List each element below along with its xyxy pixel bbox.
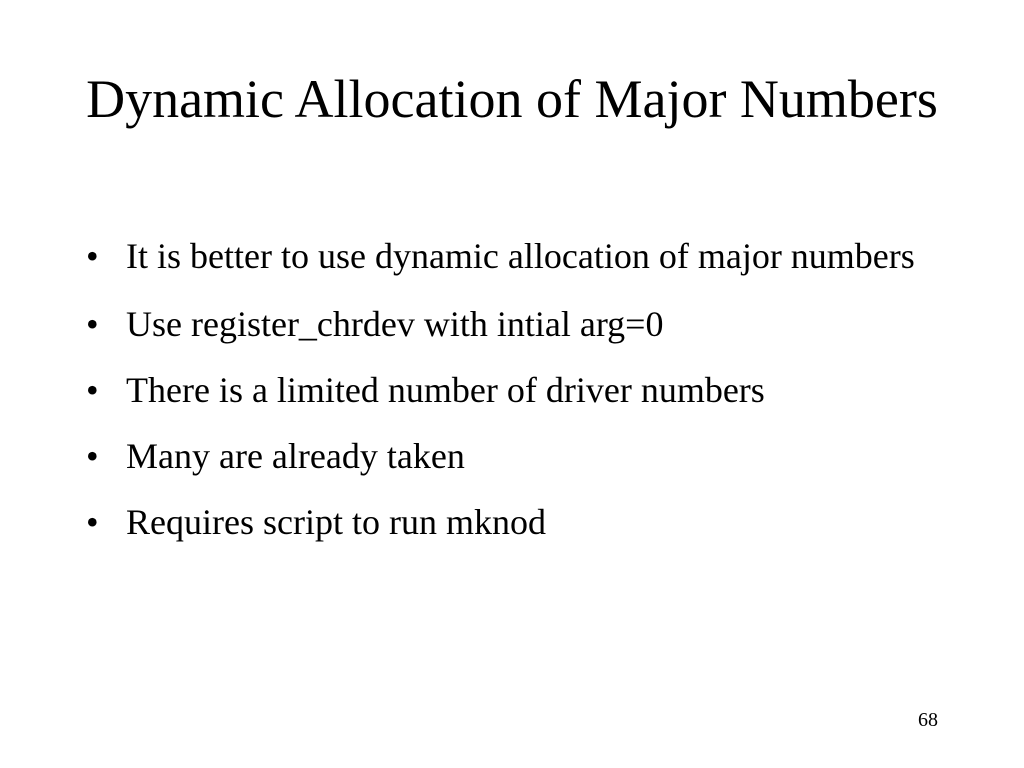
bullet-icon: • — [86, 502, 99, 542]
bullet-icon: • — [86, 236, 99, 276]
list-item — [86, 434, 966, 478]
list-item — [86, 302, 966, 346]
list-item — [86, 368, 966, 412]
bullet-list — [86, 234, 966, 566]
bullet-icon: • — [86, 304, 99, 344]
bullet-text: It is better to use dynamic allocation of major numbers — [126, 236, 915, 276]
bullet-text: Use register_chrdev with intial arg=0 — [126, 304, 664, 344]
bullet-text: Many are already taken — [126, 436, 465, 476]
list-item — [86, 234, 966, 278]
list-item — [86, 500, 966, 544]
slide-title: Dynamic Allocation of Major Numbers — [86, 69, 938, 129]
page-number: 68 — [918, 709, 938, 731]
bullet-text: There is a limited number of driver numbers — [126, 370, 765, 410]
bullet-text: Requires script to run mknod — [126, 502, 546, 542]
bullet-icon: • — [86, 436, 99, 476]
bullet-icon: • — [86, 370, 99, 410]
